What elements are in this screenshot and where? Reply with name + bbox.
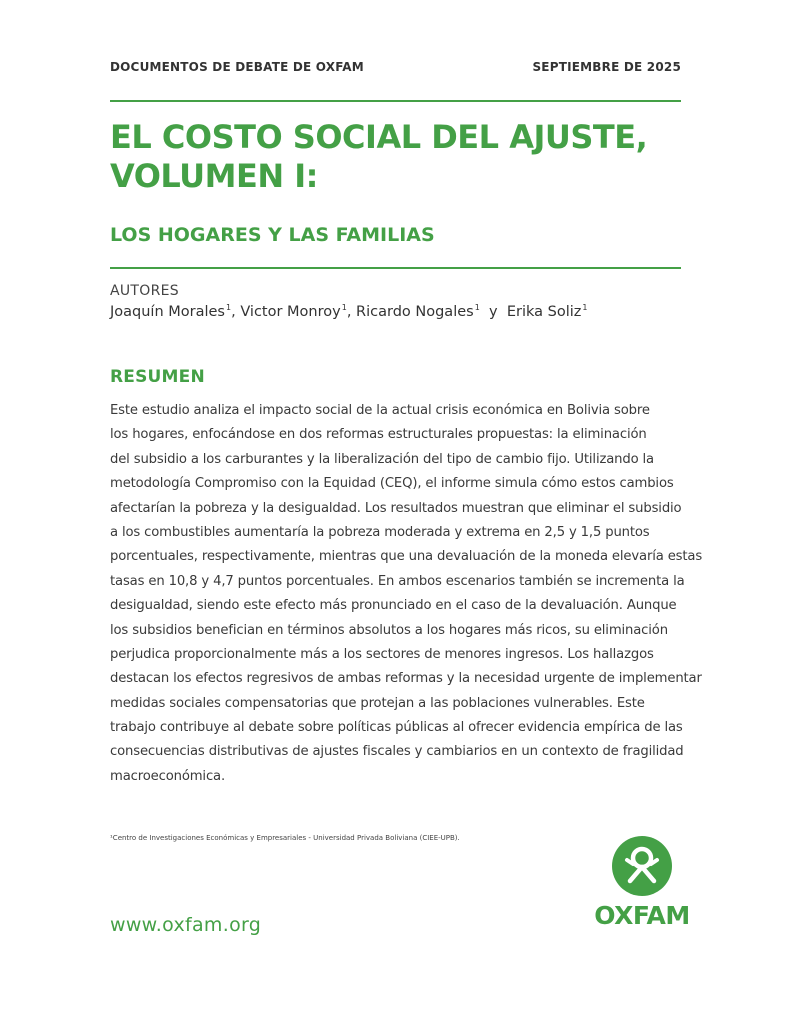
affiliation-mark: 1	[474, 303, 480, 312]
summary-line: perjudica proporcionalmente más a los sectores de menores ingresos. Los hallazgos	[110, 646, 654, 662]
title-line-2: VOLUMEN I:	[110, 157, 318, 195]
document-page	[110, 0, 703, 1024]
summary-line: Este estudio analiza el impacto social de la actual crisis económica en Bolivia sobre	[110, 403, 650, 418]
document-subtitle: LOS HOGARES Y LAS FAMILIAS	[110, 224, 435, 246]
header-bar	[110, 60, 681, 74]
authors-list	[110, 303, 587, 320]
summary-line: metodología Compromiso con la Equidad (CEQ), el informe simula cómo estos cambios	[110, 476, 674, 492]
series-label: DOCUMENTOS DE DEBATE DE OXFAM	[110, 60, 364, 74]
author-name: Ricardo Nogales	[356, 304, 474, 320]
summary-line: macroeconómica.	[110, 768, 226, 784]
publication-date: SEPTIEMBRE DE 2025	[532, 60, 681, 74]
affiliation-mark: 1	[341, 303, 347, 312]
summary-body	[110, 399, 703, 789]
affiliation-mark: 1	[226, 303, 232, 312]
summary-line: trabajo contribuye al debate sobre políticas públicas al ofrecer evidencia empírica de las	[110, 720, 683, 736]
author-name: Erika Soliz	[506, 304, 582, 320]
summary-line: del subsidio a los carburantes y la liberalización del tipo de cambio fijo. Utilizando la	[110, 451, 654, 467]
oxfam-person-icon	[612, 836, 672, 896]
summary-line: los hogares, enfocándose en dos reformas estructurales propuestas: la eliminación	[110, 427, 647, 443]
summary-heading: RESUMEN	[110, 367, 205, 387]
authors-label: AUTORES	[110, 283, 179, 299]
author-separator: ,	[346, 304, 357, 320]
author-name: Joaquín Morales	[110, 304, 225, 320]
oxfam-wordmark: OXFAM	[594, 901, 690, 930]
summary-line: los subsidios benefician en términos absolutos a los hogares más ricos, su eliminación	[110, 622, 668, 638]
summary-line: afectarían la pobreza y la desigualdad. Los resultados muestran que eliminar el subsidio	[110, 500, 682, 516]
affiliation-mark: 1	[582, 303, 588, 312]
document-title	[110, 118, 681, 196]
author-name: Victor Monroy	[240, 304, 341, 320]
author-separator: ,	[231, 304, 241, 320]
summary-line: destacan los efectos regresivos de ambas reformas y la necesidad urgente de implementar	[110, 671, 702, 687]
affiliation-footnote: ¹Centro de Investigaciones Económicas y Empresariales - Universidad Privada Boliviana (CIEE-UPB).	[110, 834, 460, 842]
summary-line: a los combustibles aumentaría la pobreza moderada y extrema en 2,5 y 1,5 puntos	[110, 524, 650, 540]
website-link[interactable]: www.oxfam.org	[110, 914, 262, 936]
oxfam-logo	[593, 836, 691, 930]
summary-line: tasas en 10,8 y 4,7 puntos porcentuales. En ambos escenarios también se incrementa la	[110, 573, 685, 589]
summary-line: porcentuales, respectivamente, mientras que una devaluación de la moneda elevaría estas	[110, 549, 703, 565]
title-divider	[110, 267, 681, 269]
summary-line: consecuencias distributivas de ajustes fiscales y cambiarios en un contexto de fragilidad	[110, 744, 684, 760]
summary-line: desigualdad, siendo este efecto más pronunciado en el caso de la devaluación. Aunque	[110, 598, 677, 614]
author-separator: y	[479, 304, 507, 320]
top-divider	[110, 100, 681, 102]
summary-line: medidas sociales compensatorias que protejan a las poblaciones vulnerables. Este	[110, 695, 645, 711]
title-line-1: EL COSTO SOCIAL DEL AJUSTE,	[110, 118, 648, 156]
